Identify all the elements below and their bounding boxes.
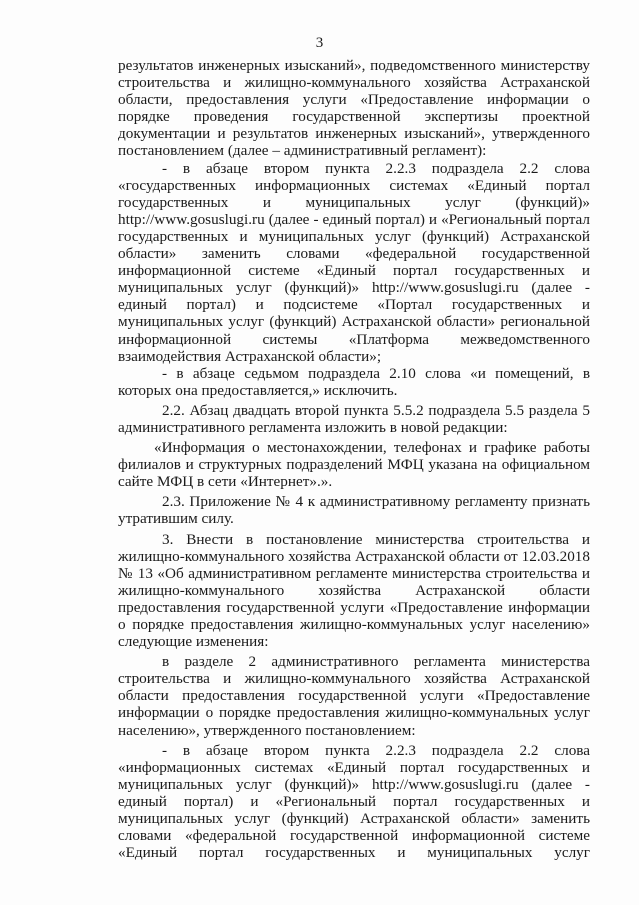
paragraph-intro-continuation: результатов инженерных изысканий», подведомственного министерству строительства и жилищно-коммунального хозяйства Астраханской области, предоставления услуги «Предоставление информации о порядке проведения государственной экспертизы проектной документации и результатов инженерных изысканий», утвержденного постановлением (далее – административный регламент): [118,57,590,160]
paragraph-amendment-2-2-3: - в абзаце втором пункта 2.2.3 подраздела 2.2 слова «государственных информационных системах «Единый портал государственных и муниципальных услуг (функций)» http://www.gosuslugi.ru (далее - единый портал) и «Региональный портал государственных и муниципальных услуг (функций) Астраханской области» заменить словами «федеральной государственной информационной системе «Единый портал государственных и муниципальных услуг (функций)» http://www.gosuslugi.ru (далее - единый портал) и подсистеме «Портал государственных и муниципальных услуг (функций) Астраханской области» региональной информационной системы «Платформа межведомственного взаимодействия Астраханской области»; [118,159,590,365]
paragraph-2-3: 2.3. Приложение № 4 к административному регламенту признать утратившим силу. [118,493,590,528]
paragraph-quoted-info: «Информация о местонахождении, телефонах и графике работы филиалов и структурных подразделений МФЦ указана на официальном сайте МФЦ в сети «Интернет».». [118,439,590,491]
document-body [118,57,590,861]
paragraph-2-2: 2.2. Абзац двадцать второй пункта 5.5.2 подраздела 5.5 раздела 5 административного регламента изложить в новой редакции: [118,401,590,436]
paragraph-3: 3. Внести в постановление министерства строительства и жилищно-коммунального хозяйства Астраханской области от 12.03.2018 № 13 «Об административном регламенте министерства строительства и жилищно-коммунального хозяйства Астраханской области предоставления государственной услуги «Предоставление информации о порядке предоставления жилищно-коммунальных услуг населению» следующие изменения: [118,530,590,651]
page-number: 3 [315,35,324,51]
paragraph-section-2: в разделе 2 административного регламента министерства строительства и жилищно-коммунального хозяйства Астраханской области предоставления государственной услуги «Предоставление информации о порядке предоставления жилищно-коммунальных услуг населению», утвержденного постановлением: [118,653,590,739]
paragraph-amendment-2-2-3-second: - в абзаце втором пункта 2.2.3 подраздела 2.2 слова «информационных системах «Единый портал государственных и муниципальных услуг (функций)» http://www.gosuslugi.ru (далее - единый портал) и «Региональный портал государственных и муниципальных услуг (функций) Астраханской области» заменить словами «федеральной государственной информационной системе «Единый портал государственных и муниципальных услуг [118,741,590,862]
paragraph-amendment-2-10: - в абзаце седьмом подраздела 2.10 слова «и помещений, в которых она предоставляется,» исключить. [118,364,590,399]
